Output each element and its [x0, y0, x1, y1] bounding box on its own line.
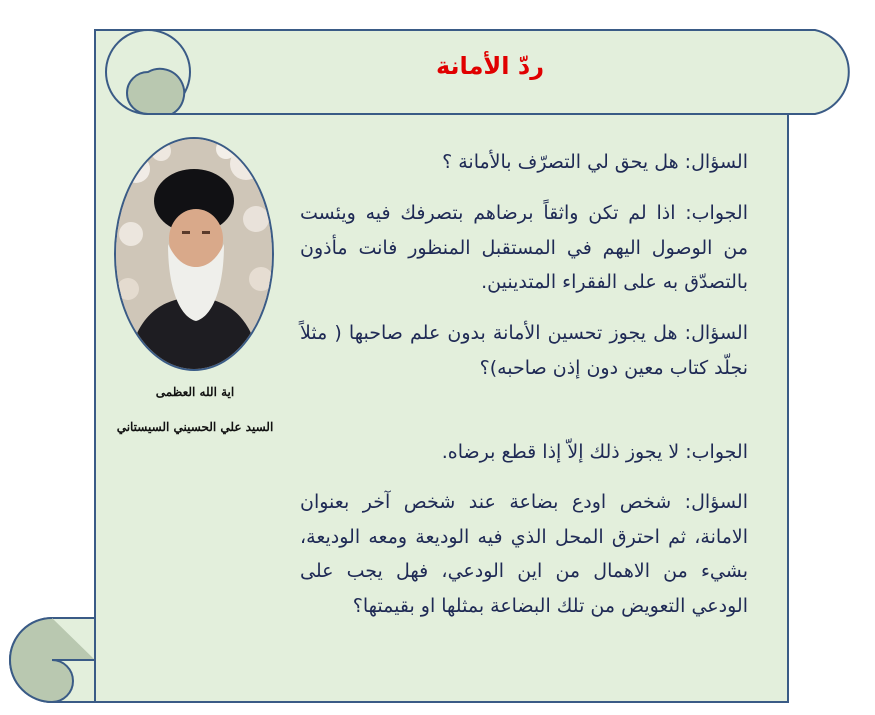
portrait-caption-name: السيد علي الحسيني السيستاني [116, 420, 274, 434]
portrait-image [114, 137, 274, 371]
answer-1: الجواب: اذا لم تكن واثقاً برضاهم بتصرفك فيه ويئست من الوصول اليهم في المستقبل المنظور فانت مأذون بالتصدّق به على الفقراء المتدينين. [300, 202, 748, 293]
question-1: السؤال: هل يحق لي التصرّف بالأمانة ؟ [442, 151, 748, 173]
question-2: السؤال: هل يجوز تحسين الأمانة بدون علم صاحبها ( مثلاً نجلّد كتاب معين دون إذن صاحبه)؟ [300, 322, 748, 379]
portrait-caption-title: اية الله العظمى [155, 385, 235, 399]
answer-2: الجواب: لا يجوز ذلك إلاّ إذا قطع برضاه. [441, 441, 748, 463]
question-3: السؤال: شخص اودع بضاعة عند شخص آخر بعنوان الامانة، ثم احترق المحل الذي فيه الوديعة ومعه الوديعة، بشيء من الاهمال من اين الودعي، فهل يجب على الودعي التعويض من تلك البضاعة بمثلها او بقيمتها؟ [300, 491, 748, 617]
page-title: ردّ الأمانة [435, 52, 545, 80]
